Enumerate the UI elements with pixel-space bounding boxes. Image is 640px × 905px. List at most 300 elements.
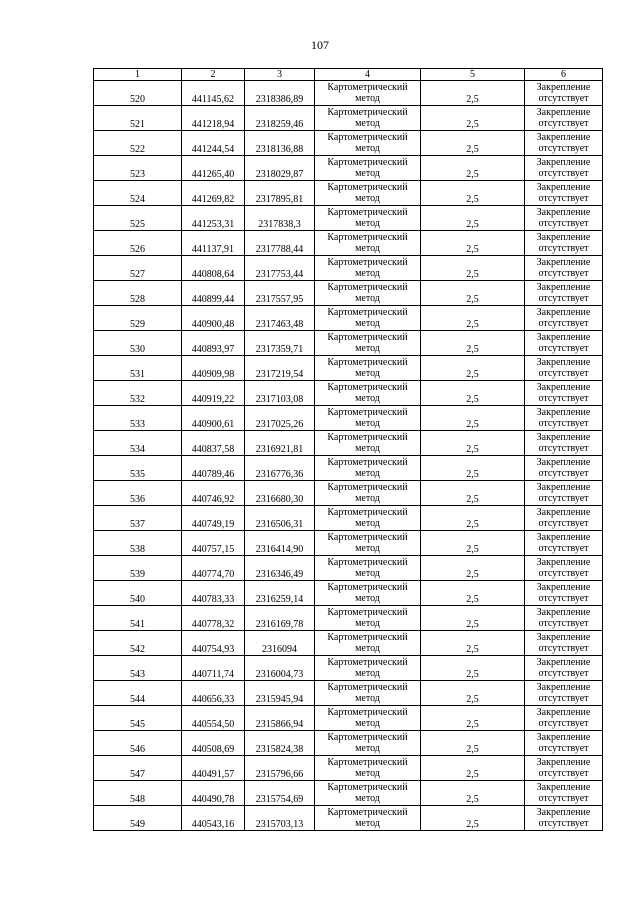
x-coordinate-cell: 440508,69 bbox=[182, 731, 245, 756]
x-coordinate-cell: 440656,33 bbox=[182, 681, 245, 706]
fixation-line: отсутствует bbox=[538, 618, 589, 629]
accuracy-cell: 2,5 bbox=[421, 306, 525, 331]
y-coordinate-cell: 2317753,44 bbox=[245, 256, 315, 281]
method-cell bbox=[315, 206, 421, 231]
method-cell bbox=[315, 231, 421, 256]
fixation-line: Закрепление bbox=[536, 157, 591, 168]
fixation-line: отсутствует bbox=[538, 768, 589, 779]
point-number-cell: 528 bbox=[94, 281, 182, 306]
fixation-cell bbox=[525, 456, 603, 481]
table-row bbox=[94, 106, 603, 131]
y-coordinate-cell: 2317219,54 bbox=[245, 356, 315, 381]
x-coordinate-cell: 440711,74 bbox=[182, 656, 245, 681]
table-row bbox=[94, 581, 603, 606]
header-cell: 3 bbox=[245, 69, 315, 81]
y-coordinate-cell: 2316169,78 bbox=[245, 606, 315, 631]
point-number-cell: 531 bbox=[94, 356, 182, 381]
method-line: метод bbox=[355, 768, 380, 779]
method-cell bbox=[315, 381, 421, 406]
method-line: Картометрический bbox=[327, 807, 408, 818]
y-coordinate-cell: 2315945,94 bbox=[245, 681, 315, 706]
fixation-line: отсутствует bbox=[538, 143, 589, 154]
fixation-cell bbox=[525, 506, 603, 531]
method-cell bbox=[315, 806, 421, 831]
point-number-cell: 539 bbox=[94, 556, 182, 581]
method-line: Картометрический bbox=[327, 257, 408, 268]
x-coordinate-cell: 441145,62 bbox=[182, 81, 245, 106]
method-cell bbox=[315, 531, 421, 556]
y-coordinate-cell: 2317895,81 bbox=[245, 181, 315, 206]
y-coordinate-cell: 2316776,36 bbox=[245, 456, 315, 481]
accuracy-cell: 2,5 bbox=[421, 381, 525, 406]
method-line: Картометрический bbox=[327, 682, 408, 693]
fixation-line: отсутствует bbox=[538, 318, 589, 329]
fixation-line: отсутствует bbox=[538, 818, 589, 829]
x-coordinate-cell: 441244,54 bbox=[182, 131, 245, 156]
y-coordinate-cell: 2317557,95 bbox=[245, 281, 315, 306]
fixation-cell bbox=[525, 556, 603, 581]
accuracy-cell: 2,5 bbox=[421, 431, 525, 456]
point-number-cell: 548 bbox=[94, 781, 182, 806]
method-line: Картометрический bbox=[327, 307, 408, 318]
fixation-cell bbox=[525, 481, 603, 506]
method-line: метод bbox=[355, 343, 380, 354]
method-line: Картометрический bbox=[327, 707, 408, 718]
y-coordinate-cell: 2316004,73 bbox=[245, 656, 315, 681]
table-row bbox=[94, 156, 603, 181]
fixation-cell bbox=[525, 81, 603, 106]
table-row bbox=[94, 306, 603, 331]
point-number-cell: 525 bbox=[94, 206, 182, 231]
method-line: Картометрический bbox=[327, 782, 408, 793]
fixation-line: Закрепление bbox=[536, 657, 591, 668]
method-line: Картометрический bbox=[327, 157, 408, 168]
method-line: Картометрический bbox=[327, 407, 408, 418]
fixation-line: Закрепление bbox=[536, 607, 591, 618]
point-number-cell: 522 bbox=[94, 131, 182, 156]
method-cell bbox=[315, 431, 421, 456]
table-row bbox=[94, 381, 603, 406]
method-line: метод bbox=[355, 743, 380, 754]
table-row bbox=[94, 756, 603, 781]
y-coordinate-cell: 2317025,26 bbox=[245, 406, 315, 431]
fixation-line: отсутствует bbox=[538, 368, 589, 379]
y-coordinate-cell: 2316506,31 bbox=[245, 506, 315, 531]
y-coordinate-cell: 2316414,90 bbox=[245, 531, 315, 556]
fixation-cell bbox=[525, 131, 603, 156]
point-number-cell: 535 bbox=[94, 456, 182, 481]
table-row bbox=[94, 431, 603, 456]
method-line: метод bbox=[355, 193, 380, 204]
accuracy-cell: 2,5 bbox=[421, 581, 525, 606]
method-line: Картометрический bbox=[327, 507, 408, 518]
point-number-cell: 533 bbox=[94, 406, 182, 431]
fixation-line: отсутствует bbox=[538, 468, 589, 479]
accuracy-cell: 2,5 bbox=[421, 181, 525, 206]
x-coordinate-cell: 440491,57 bbox=[182, 756, 245, 781]
method-line: Картометрический bbox=[327, 207, 408, 218]
fixation-line: отсутствует bbox=[538, 443, 589, 454]
point-number-cell: 545 bbox=[94, 706, 182, 731]
fixation-line: отсутствует bbox=[538, 743, 589, 754]
fixation-cell bbox=[525, 331, 603, 356]
table-row bbox=[94, 356, 603, 381]
x-coordinate-cell: 441253,31 bbox=[182, 206, 245, 231]
point-number-cell: 544 bbox=[94, 681, 182, 706]
method-line: метод bbox=[355, 468, 380, 479]
y-coordinate-cell: 2317463,48 bbox=[245, 306, 315, 331]
fixation-line: Закрепление bbox=[536, 732, 591, 743]
fixation-line: отсутствует bbox=[538, 668, 589, 679]
table-body bbox=[94, 81, 603, 831]
x-coordinate-cell: 440899,44 bbox=[182, 281, 245, 306]
fixation-line: Закрепление bbox=[536, 557, 591, 568]
accuracy-cell: 2,5 bbox=[421, 531, 525, 556]
fixation-cell bbox=[525, 606, 603, 631]
x-coordinate-cell: 440746,92 bbox=[182, 481, 245, 506]
method-line: метод bbox=[355, 643, 380, 654]
accuracy-cell: 2,5 bbox=[421, 706, 525, 731]
table-row bbox=[94, 531, 603, 556]
table-row bbox=[94, 706, 603, 731]
fixation-line: Закрепление bbox=[536, 382, 591, 393]
fixation-line: Закрепление bbox=[536, 282, 591, 293]
method-line: Картометрический bbox=[327, 282, 408, 293]
point-number-cell: 541 bbox=[94, 606, 182, 631]
table-header bbox=[94, 69, 603, 81]
method-cell bbox=[315, 606, 421, 631]
method-cell bbox=[315, 306, 421, 331]
fixation-line: Закрепление bbox=[536, 357, 591, 368]
method-line: Картометрический bbox=[327, 232, 408, 243]
table-row bbox=[94, 806, 603, 831]
accuracy-cell: 2,5 bbox=[421, 231, 525, 256]
method-line: метод bbox=[355, 218, 380, 229]
method-line: Картометрический bbox=[327, 357, 408, 368]
x-coordinate-cell: 440808,64 bbox=[182, 256, 245, 281]
method-line: метод bbox=[355, 143, 380, 154]
fixation-line: Закрепление bbox=[536, 532, 591, 543]
fixation-line: Закрепление bbox=[536, 782, 591, 793]
method-cell bbox=[315, 406, 421, 431]
page-number: 107 bbox=[311, 38, 329, 52]
fixation-line: Закрепление bbox=[536, 332, 591, 343]
fixation-line: Закрепление bbox=[536, 432, 591, 443]
point-number-cell: 530 bbox=[94, 331, 182, 356]
method-line: Картометрический bbox=[327, 657, 408, 668]
fixation-cell bbox=[525, 106, 603, 131]
fixation-line: отсутствует bbox=[538, 118, 589, 129]
x-coordinate-cell: 440554,50 bbox=[182, 706, 245, 731]
y-coordinate-cell: 2316259,14 bbox=[245, 581, 315, 606]
method-line: метод bbox=[355, 818, 380, 829]
fixation-line: Закрепление bbox=[536, 407, 591, 418]
method-line: метод bbox=[355, 118, 380, 129]
y-coordinate-cell: 2315824,38 bbox=[245, 731, 315, 756]
table-row bbox=[94, 681, 603, 706]
point-number-cell: 527 bbox=[94, 256, 182, 281]
accuracy-cell: 2,5 bbox=[421, 656, 525, 681]
y-coordinate-cell: 2316680,30 bbox=[245, 481, 315, 506]
method-line: Картометрический bbox=[327, 607, 408, 618]
fixation-line: отсутствует bbox=[538, 293, 589, 304]
fixation-line: Закрепление bbox=[536, 307, 591, 318]
fixation-line: Закрепление bbox=[536, 457, 591, 468]
method-line: Картометрический bbox=[327, 382, 408, 393]
accuracy-cell: 2,5 bbox=[421, 456, 525, 481]
method-cell bbox=[315, 456, 421, 481]
y-coordinate-cell: 2317838,3 bbox=[245, 206, 315, 231]
fixation-line: отсутствует bbox=[538, 93, 589, 104]
fixation-cell bbox=[525, 381, 603, 406]
fixation-line: отсутствует bbox=[538, 243, 589, 254]
x-coordinate-cell: 440909,98 bbox=[182, 356, 245, 381]
method-line: Картометрический bbox=[327, 332, 408, 343]
header-cell: 5 bbox=[421, 69, 525, 81]
method-line: метод bbox=[355, 268, 380, 279]
x-coordinate-cell: 440893,97 bbox=[182, 331, 245, 356]
fixation-line: отсутствует bbox=[538, 168, 589, 179]
point-number-cell: 529 bbox=[94, 306, 182, 331]
y-coordinate-cell: 2316094 bbox=[245, 631, 315, 656]
coordinates-table bbox=[93, 68, 603, 831]
fixation-cell bbox=[525, 731, 603, 756]
fixation-line: Закрепление bbox=[536, 807, 591, 818]
method-line: метод bbox=[355, 618, 380, 629]
table-row bbox=[94, 181, 603, 206]
method-cell bbox=[315, 156, 421, 181]
method-line: Картометрический bbox=[327, 82, 408, 93]
method-line: Картометрический bbox=[327, 732, 408, 743]
x-coordinate-cell: 441269,82 bbox=[182, 181, 245, 206]
accuracy-cell: 2,5 bbox=[421, 606, 525, 631]
accuracy-cell: 2,5 bbox=[421, 131, 525, 156]
method-line: метод bbox=[355, 568, 380, 579]
header-row bbox=[94, 69, 603, 81]
x-coordinate-cell: 440837,58 bbox=[182, 431, 245, 456]
y-coordinate-cell: 2317359,71 bbox=[245, 331, 315, 356]
method-line: метод bbox=[355, 368, 380, 379]
method-line: метод bbox=[355, 593, 380, 604]
method-cell bbox=[315, 581, 421, 606]
method-line: Картометрический bbox=[327, 107, 408, 118]
fixation-line: отсутствует bbox=[538, 418, 589, 429]
method-line: Картометрический bbox=[327, 757, 408, 768]
method-cell bbox=[315, 106, 421, 131]
y-coordinate-cell: 2317103,08 bbox=[245, 381, 315, 406]
accuracy-cell: 2,5 bbox=[421, 356, 525, 381]
method-line: Картометрический bbox=[327, 557, 408, 568]
method-cell bbox=[315, 356, 421, 381]
fixation-cell bbox=[525, 706, 603, 731]
method-line: Картометрический bbox=[327, 182, 408, 193]
method-line: метод bbox=[355, 443, 380, 454]
point-number-cell: 524 bbox=[94, 181, 182, 206]
fixation-cell bbox=[525, 406, 603, 431]
table-row bbox=[94, 81, 603, 106]
table-row bbox=[94, 656, 603, 681]
table-row bbox=[94, 631, 603, 656]
fixation-line: отсутствует bbox=[538, 568, 589, 579]
method-line: метод bbox=[355, 318, 380, 329]
method-cell bbox=[315, 731, 421, 756]
fixation-line: отсутствует bbox=[538, 493, 589, 504]
accuracy-cell: 2,5 bbox=[421, 781, 525, 806]
fixation-line: отсутствует bbox=[538, 518, 589, 529]
method-line: Картометрический bbox=[327, 132, 408, 143]
fixation-line: отсутствует bbox=[538, 693, 589, 704]
header-cell: 2 bbox=[182, 69, 245, 81]
y-coordinate-cell: 2315703,13 bbox=[245, 806, 315, 831]
method-cell bbox=[315, 481, 421, 506]
fixation-cell bbox=[525, 631, 603, 656]
method-cell bbox=[315, 131, 421, 156]
x-coordinate-cell: 440900,48 bbox=[182, 306, 245, 331]
point-number-cell: 536 bbox=[94, 481, 182, 506]
fixation-cell bbox=[525, 756, 603, 781]
fixation-line: отсутствует bbox=[538, 718, 589, 729]
point-number-cell: 543 bbox=[94, 656, 182, 681]
fixation-line: отсутствует bbox=[538, 193, 589, 204]
fixation-line: отсутствует bbox=[538, 543, 589, 554]
table-row bbox=[94, 606, 603, 631]
fixation-line: отсутствует bbox=[538, 218, 589, 229]
accuracy-cell: 2,5 bbox=[421, 406, 525, 431]
point-number-cell: 532 bbox=[94, 381, 182, 406]
x-coordinate-cell: 440757,15 bbox=[182, 531, 245, 556]
method-cell bbox=[315, 681, 421, 706]
fixation-line: Закрепление bbox=[536, 232, 591, 243]
accuracy-cell: 2,5 bbox=[421, 681, 525, 706]
table-row bbox=[94, 131, 603, 156]
table-row bbox=[94, 781, 603, 806]
method-line: метод bbox=[355, 668, 380, 679]
method-line: метод bbox=[355, 793, 380, 804]
fixation-line: Закрепление bbox=[536, 257, 591, 268]
fixation-cell bbox=[525, 231, 603, 256]
fixation-cell bbox=[525, 156, 603, 181]
point-number-cell: 538 bbox=[94, 531, 182, 556]
method-cell bbox=[315, 781, 421, 806]
fixation-line: Закрепление bbox=[536, 682, 591, 693]
fixation-line: отсутствует bbox=[538, 343, 589, 354]
method-line: метод bbox=[355, 493, 380, 504]
table-row bbox=[94, 481, 603, 506]
point-number-cell: 546 bbox=[94, 731, 182, 756]
point-number-cell: 521 bbox=[94, 106, 182, 131]
fixation-line: отсутствует bbox=[538, 593, 589, 604]
method-cell bbox=[315, 506, 421, 531]
fixation-line: Закрепление bbox=[536, 757, 591, 768]
accuracy-cell: 2,5 bbox=[421, 281, 525, 306]
method-line: Картометрический bbox=[327, 632, 408, 643]
fixation-cell bbox=[525, 356, 603, 381]
method-line: Картометрический bbox=[327, 457, 408, 468]
accuracy-cell: 2,5 bbox=[421, 256, 525, 281]
y-coordinate-cell: 2316346,49 bbox=[245, 556, 315, 581]
x-coordinate-cell: 440783,33 bbox=[182, 581, 245, 606]
x-coordinate-cell: 441218,94 bbox=[182, 106, 245, 131]
accuracy-cell: 2,5 bbox=[421, 631, 525, 656]
accuracy-cell: 2,5 bbox=[421, 156, 525, 181]
method-line: метод bbox=[355, 293, 380, 304]
method-line: метод bbox=[355, 543, 380, 554]
x-coordinate-cell: 440900,61 bbox=[182, 406, 245, 431]
point-number-cell: 540 bbox=[94, 581, 182, 606]
fixation-cell bbox=[525, 256, 603, 281]
header-cell: 1 bbox=[94, 69, 182, 81]
x-coordinate-cell: 440774,70 bbox=[182, 556, 245, 581]
point-number-cell: 520 bbox=[94, 81, 182, 106]
accuracy-cell: 2,5 bbox=[421, 481, 525, 506]
y-coordinate-cell: 2318386,89 bbox=[245, 81, 315, 106]
fixation-line: Закрепление bbox=[536, 507, 591, 518]
fixation-cell bbox=[525, 781, 603, 806]
accuracy-cell: 2,5 bbox=[421, 556, 525, 581]
method-cell bbox=[315, 656, 421, 681]
point-number-cell: 534 bbox=[94, 431, 182, 456]
fixation-line: Закрепление bbox=[536, 182, 591, 193]
method-line: метод bbox=[355, 693, 380, 704]
point-number-cell: 523 bbox=[94, 156, 182, 181]
fixation-cell bbox=[525, 681, 603, 706]
accuracy-cell: 2,5 bbox=[421, 106, 525, 131]
table-row bbox=[94, 506, 603, 531]
y-coordinate-cell: 2315796,66 bbox=[245, 756, 315, 781]
fixation-line: Закрепление bbox=[536, 632, 591, 643]
fixation-cell bbox=[525, 806, 603, 831]
fixation-line: отсутствует bbox=[538, 643, 589, 654]
y-coordinate-cell: 2317788,44 bbox=[245, 231, 315, 256]
accuracy-cell: 2,5 bbox=[421, 806, 525, 831]
fixation-cell bbox=[525, 581, 603, 606]
x-coordinate-cell: 440749,19 bbox=[182, 506, 245, 531]
table-row bbox=[94, 256, 603, 281]
fixation-line: отсутствует bbox=[538, 268, 589, 279]
table-row bbox=[94, 231, 603, 256]
method-cell bbox=[315, 81, 421, 106]
fixation-line: Закрепление bbox=[536, 707, 591, 718]
x-coordinate-cell: 440789,46 bbox=[182, 456, 245, 481]
method-cell bbox=[315, 181, 421, 206]
method-line: Картометрический bbox=[327, 432, 408, 443]
fixation-line: Закрепление bbox=[536, 132, 591, 143]
fixation-line: отсутствует bbox=[538, 793, 589, 804]
x-coordinate-cell: 440543,16 bbox=[182, 806, 245, 831]
x-coordinate-cell: 441137,91 bbox=[182, 231, 245, 256]
header-cell: 4 bbox=[315, 69, 421, 81]
method-line: Картометрический bbox=[327, 532, 408, 543]
accuracy-cell: 2,5 bbox=[421, 506, 525, 531]
fixation-cell bbox=[525, 306, 603, 331]
method-cell bbox=[315, 331, 421, 356]
fixation-cell bbox=[525, 531, 603, 556]
method-line: метод bbox=[355, 393, 380, 404]
table-row bbox=[94, 406, 603, 431]
y-coordinate-cell: 2318136,88 bbox=[245, 131, 315, 156]
fixation-line: Закрепление bbox=[536, 582, 591, 593]
table-row bbox=[94, 331, 603, 356]
y-coordinate-cell: 2315866,94 bbox=[245, 706, 315, 731]
x-coordinate-cell: 440919,22 bbox=[182, 381, 245, 406]
method-line: метод bbox=[355, 243, 380, 254]
fixation-cell bbox=[525, 656, 603, 681]
method-cell bbox=[315, 631, 421, 656]
method-line: метод bbox=[355, 168, 380, 179]
table-row bbox=[94, 731, 603, 756]
y-coordinate-cell: 2316921,81 bbox=[245, 431, 315, 456]
y-coordinate-cell: 2318259,46 bbox=[245, 106, 315, 131]
